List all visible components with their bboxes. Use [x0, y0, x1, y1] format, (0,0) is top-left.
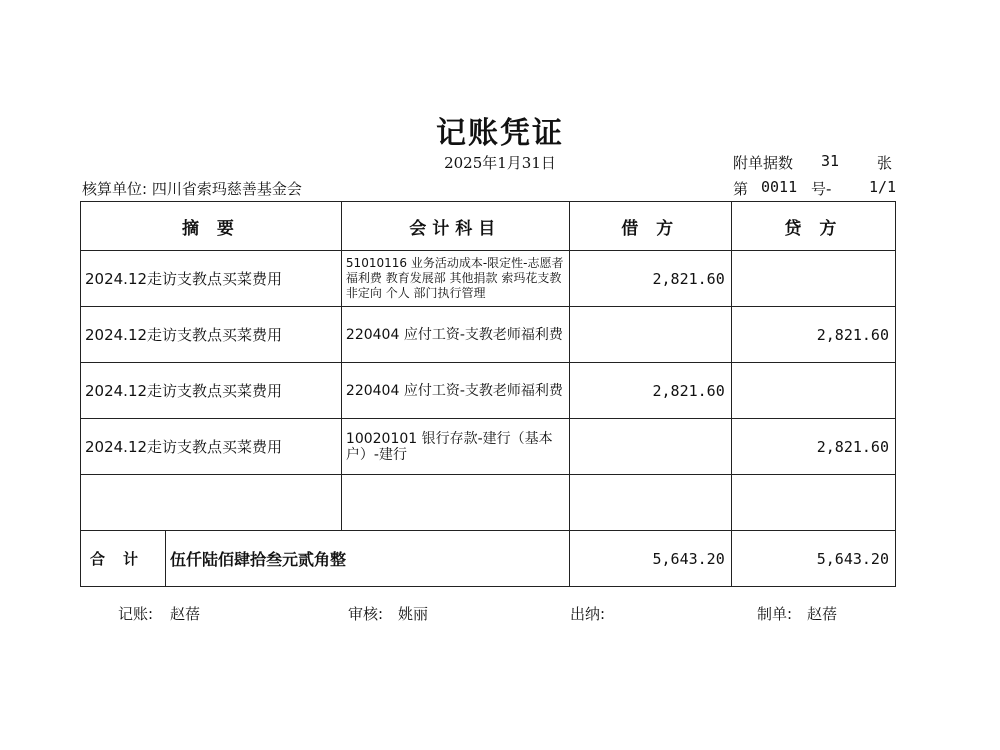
row-summary: [81, 475, 342, 531]
total-row: [81, 531, 896, 587]
table-row: [81, 419, 896, 475]
cashier-label: 出纳:: [570, 605, 606, 623]
voucher-title: 记账凭证: [436, 116, 564, 151]
row-credit: 2,821.60: [731, 419, 895, 475]
row-credit: [731, 251, 895, 307]
accounting-unit-label: 核算单位:: [82, 180, 148, 198]
row-summary: 2024.12走访支教点买菜费用: [81, 251, 342, 307]
row-debit: 2,821.60: [569, 363, 731, 419]
row-account: [341, 475, 569, 531]
auditor-name: 姚丽: [398, 605, 429, 623]
row-debit: [569, 307, 731, 363]
row-account: 10020101 银行存款-建行（基本户）-建行: [341, 419, 569, 475]
table-row: [81, 307, 896, 363]
table-row: [81, 251, 896, 307]
row-debit: [569, 475, 731, 531]
row-summary: 2024.12走访支教点买菜费用: [81, 363, 342, 419]
bookkeeper-label: 记账:: [118, 605, 154, 623]
total-credit: 5,643.20: [731, 531, 895, 587]
row-account: 220404 应付工资-支教老师福利费: [341, 307, 569, 363]
auditor-label: 审核:: [348, 605, 384, 623]
row-credit: [731, 475, 895, 531]
voucher-date: 2025年1月31日: [444, 154, 556, 172]
header-account: 会计科目: [341, 202, 569, 251]
row-credit: [731, 363, 895, 419]
attachment-unit: 张: [877, 154, 893, 172]
accounting-unit-name: 四川省索玛慈善基金会: [151, 180, 302, 198]
total-in-words: 伍仟陆佰肆拾叁元贰角整: [170, 550, 347, 569]
row-debit: [569, 419, 731, 475]
voucher-page-count: 1/1: [869, 178, 897, 196]
row-account: 220404 应付工资-支教老师福利费: [341, 363, 569, 419]
attachment-number: 31: [821, 152, 840, 170]
table-row: [81, 363, 896, 419]
row-credit: 2,821.60: [731, 307, 895, 363]
accounting-unit: [82, 178, 302, 199]
header-debit: 借 方: [569, 202, 731, 251]
total-label: 合计: [81, 531, 166, 586]
row-debit: 2,821.60: [569, 251, 731, 307]
header-summary: 摘 要: [81, 202, 342, 251]
voucher-number-prefix: 第: [733, 180, 749, 198]
preparer-label: 制单:: [757, 605, 793, 623]
voucher-table: [80, 201, 896, 587]
total-debit: 5,643.20: [569, 531, 731, 587]
table-row-empty: [81, 475, 896, 531]
voucher-number-value: 0011: [761, 178, 798, 196]
total-cell: [81, 531, 570, 587]
row-summary: 2024.12走访支教点买菜费用: [81, 307, 342, 363]
header-credit: 贷 方: [731, 202, 895, 251]
attachment-label: 附单据数: [733, 154, 794, 172]
row-summary: 2024.12走访支教点买菜费用: [81, 419, 342, 475]
preparer-name: 赵蓓: [807, 605, 838, 623]
table-header: [81, 202, 896, 251]
bookkeeper-name: 赵蓓: [170, 605, 201, 623]
row-account: 51010116 业务活动成本-限定性-志愿者福利费 教育发展部 其他捐款 索玛花支教 非定向 个人 部门执行管理: [341, 251, 569, 307]
voucher-number-suffix: 号-: [811, 180, 832, 198]
